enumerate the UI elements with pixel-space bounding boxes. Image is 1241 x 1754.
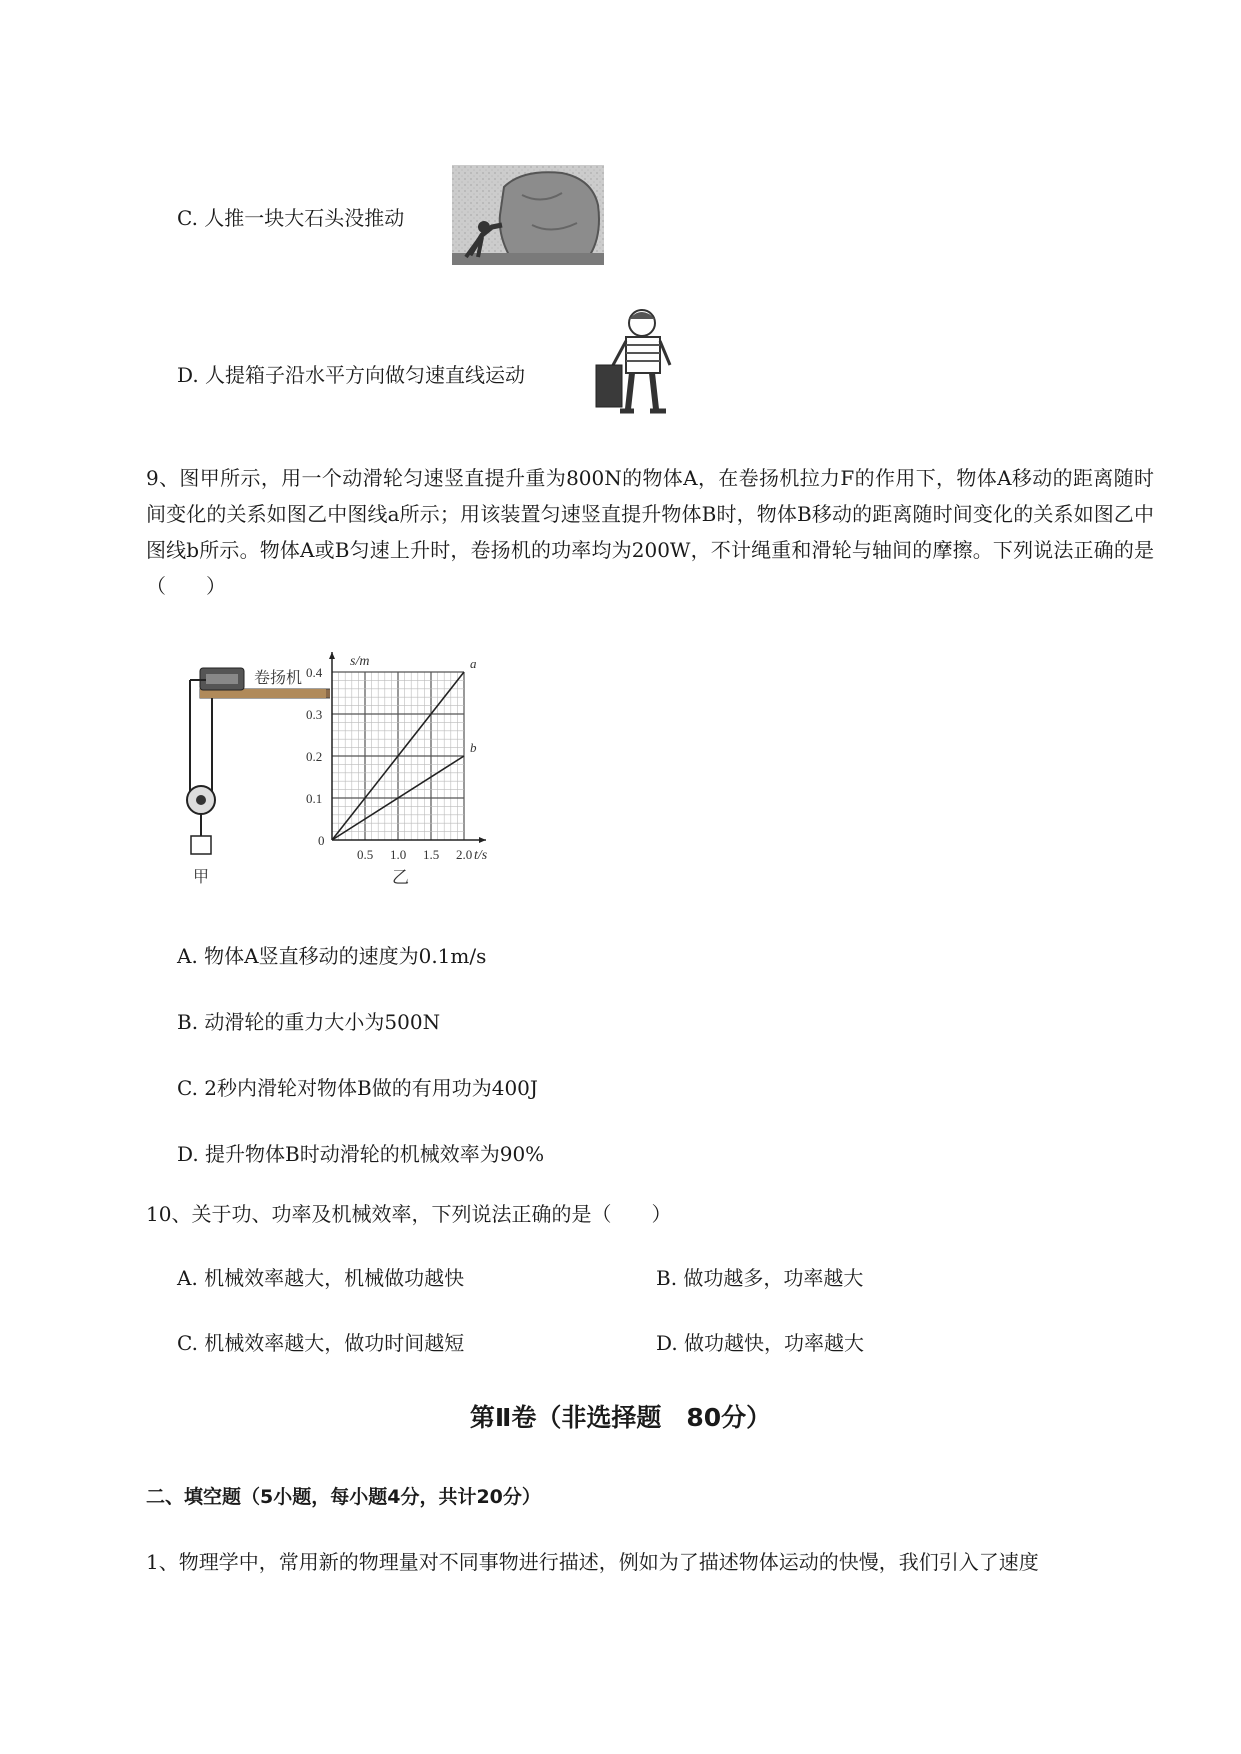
y-tick-label: 0.4 xyxy=(306,665,323,680)
series-label-a: a xyxy=(470,656,477,671)
q9-option-d: D. 提升物体B时动滑轮的机械效率为90% xyxy=(177,1142,545,1166)
figure-yi-chart xyxy=(300,650,510,890)
x-tick-label: 2.0 xyxy=(456,847,473,862)
figure-jia-caption: 甲 xyxy=(193,869,210,886)
x-tick-label: 1.5 xyxy=(423,847,440,862)
chart-ylabel: s/m xyxy=(350,654,370,669)
winch-label: 卷扬机 xyxy=(254,670,303,687)
boulder-push-illustration xyxy=(452,165,604,265)
section2-q1: 1、物理学中，常用新的物理量对不同事物进行描述，例如为了描述物体运动的快慢，我们引入了速度 xyxy=(146,1550,1039,1574)
y-tick-label: 0.2 xyxy=(306,749,323,764)
chart-origin-label: 0 xyxy=(318,833,325,848)
section2-subtitle: 二、填空题（5小题，每小题4分，共计20分） xyxy=(146,1486,541,1508)
q10-option-a: A. 机械效率越大，机械做功越快 xyxy=(177,1266,465,1290)
q9-option-b: B. 动滑轮的重力大小为500N xyxy=(177,1010,441,1034)
man-carrying-box-illustration xyxy=(590,305,680,423)
q8-option-d: D. 人提箱子沿水平方向做匀速直线运动 xyxy=(177,363,526,387)
y-axis-arrow xyxy=(329,652,335,659)
q9-option-c: C. 2秒内滑轮对物体B做的有用功为400J xyxy=(177,1076,538,1100)
q9-stem: 9、图甲所示，用一个动滑轮匀速竖直提升重为800N的物体A，在卷扬机拉力F的作用下，物体A移动的距离随时间变化的关系如图乙中图线a所示；用该装置匀速竖直提升物体B时，物体B移动的距离随时间变化的关系如图乙中图线b所示。物体A或B匀速上升时，卷扬机的功率均为200W，不计绳重和滑轮与轴间的摩擦。下列说法正确的是（ ） xyxy=(146,466,1154,598)
y-tick-label: 0.1 xyxy=(306,791,323,806)
q10-option-c: C. 机械效率越大，做功时间越短 xyxy=(177,1331,465,1355)
section2-title: 第Ⅱ卷（非选择题 80分） xyxy=(469,1403,772,1432)
q10-option-d: D. 做功越快，功率越大 xyxy=(656,1331,865,1355)
x-tick-label: 1.0 xyxy=(390,847,407,862)
q9-option-a: A. 物体A竖直移动的速度为0.1m/s xyxy=(177,944,487,968)
y-tick-label: 0.3 xyxy=(306,707,323,722)
series-label-b: b xyxy=(470,740,477,755)
chart-ticks xyxy=(306,665,472,862)
chart-xlabel: t/s xyxy=(474,848,488,863)
x-tick-label: 0.5 xyxy=(357,847,374,862)
q10-option-b: B. 做功越多，功率越大 xyxy=(656,1266,864,1290)
x-axis-arrow xyxy=(479,837,486,843)
chart-caption: 乙 xyxy=(392,868,409,887)
q10-stem: 10、关于功、功率及机械效率，下列说法正确的是（ ） xyxy=(146,1202,672,1226)
q8-option-c: C. 人推一块大石头没推动 xyxy=(177,206,405,230)
